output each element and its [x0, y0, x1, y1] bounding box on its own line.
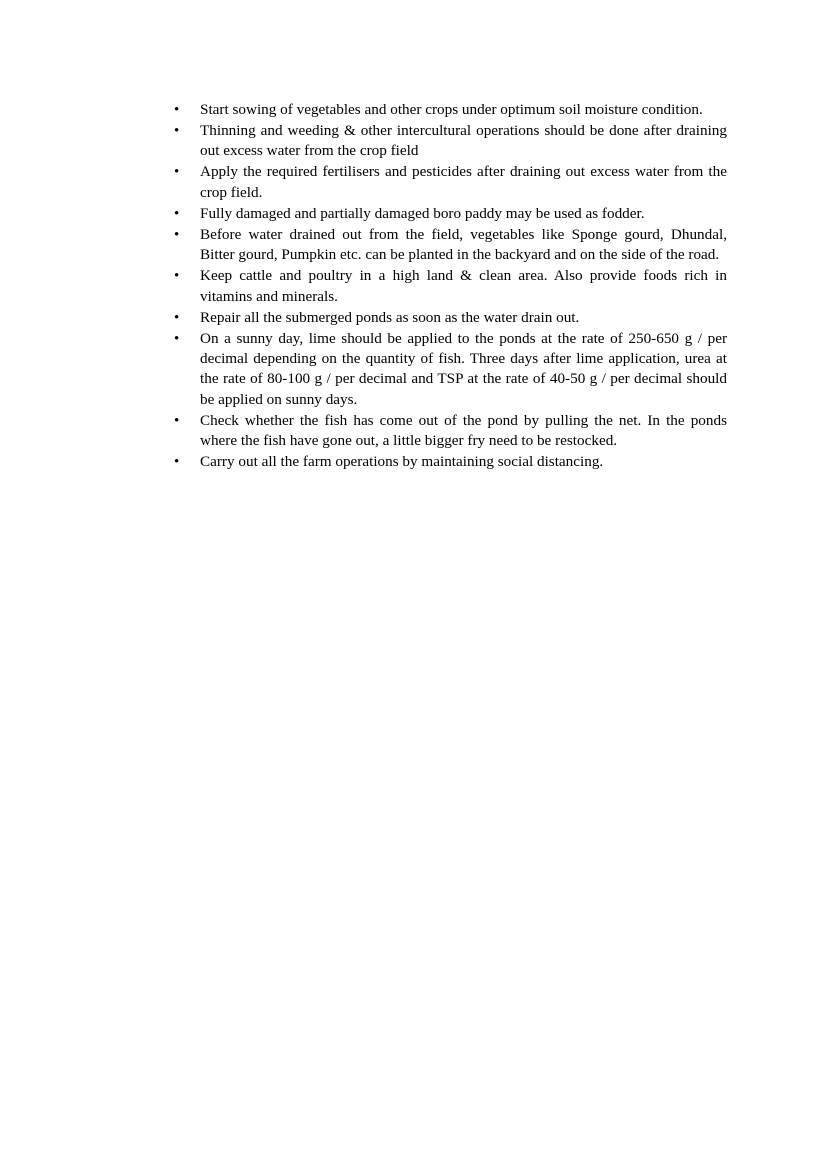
list-item — [174, 121, 727, 162]
bullet-icon: • — [174, 205, 180, 222]
bullet-icon: • — [174, 102, 180, 118]
list-item-text: Before water drained out from the field, vegetables like Sponge gourd, Dhundal, Bitter gourd, Pumpkin etc. can be planted in the backyard and on the side of the road. — [200, 225, 727, 264]
list-item-text: Check whether the fish has come out of the pond by pulling the net. In the ponds where the fish have gone out, a little bigger fry need to be restocked. — [200, 411, 727, 450]
bullet-icon: • — [174, 412, 180, 429]
bullet-icon: • — [174, 454, 180, 471]
bullet-icon: • — [174, 330, 180, 347]
list-item-text: Keep cattle and poultry in a high land & clean area. Also provide foods rich in vitamins and minerals. — [200, 267, 727, 305]
bullet-icon: • — [174, 123, 180, 139]
list-item — [174, 100, 727, 120]
bullet-icon: • — [174, 268, 180, 285]
advice-bullet-list — [174, 100, 727, 473]
bullet-icon: • — [174, 309, 180, 326]
list-item-text: Thinning and weeding & other intercultural operations should be done after draining out excess water from the crop field — [200, 122, 727, 160]
list-item-text: On a sunny day, lime should be applied to the ponds at the rate of 250-650 g / per decimal depending on the quantity of fish. Three days after lime application, urea at the rate of 80-100 g / per decimal and TSP at the rate of 40-50 g / per decimal should be applied on sunny days. — [200, 329, 727, 408]
list-item-text: Fully damaged and partially damaged boro paddy may be used as fodder. — [200, 204, 645, 222]
bullet-icon: • — [174, 164, 180, 181]
bullet-icon: • — [174, 226, 180, 243]
list-item — [174, 266, 727, 307]
list-item — [174, 204, 727, 224]
list-item — [174, 225, 727, 266]
list-item-text: Carry out all the farm operations by maintaining social distancing. — [200, 453, 604, 471]
list-item — [174, 162, 727, 203]
list-item — [174, 411, 727, 452]
list-item — [174, 308, 727, 328]
list-item — [174, 452, 727, 472]
list-item-text: Repair all the submerged ponds as soon as the water drain out. — [200, 308, 580, 326]
list-item-text: Apply the required fertilisers and pesticides after draining out excess water from the crop field. — [200, 163, 727, 201]
list-item — [174, 329, 727, 411]
list-item-text: Start sowing of vegetables and other crops under optimum soil moisture condition. — [200, 101, 703, 118]
